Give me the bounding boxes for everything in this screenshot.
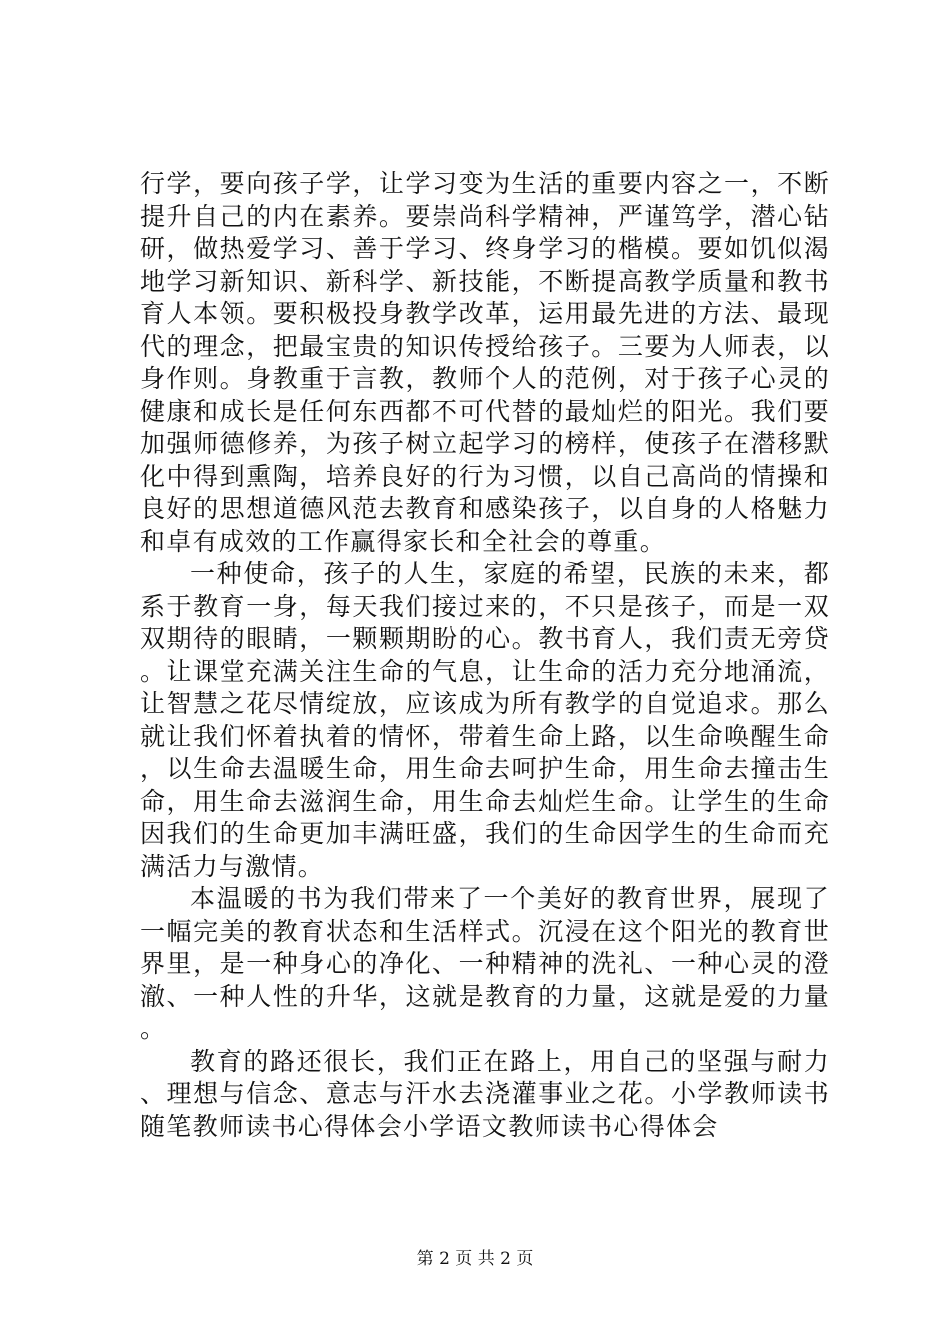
paragraph-mission: 一种使命，孩子的人生，家庭的希望，民族的未来，都系于教育一身，每天我们接过来的，不只是孩子，而是一双双期待的眼睛，一颗颗期盼的心。教书育人，我们责无旁贷。让课堂充满关注生命的气息，让生命的活力充分地涌流，让智慧之花尽情绽放，应该成为所有教学的自觉追求。那么就让我们怀着执着的情怀，带着生命上路，以生命唤醒生命，以生命去温暖生命，用生命去呵护生命，用生命去撞击生命，用生命去滋润生命，用生命去灿烂生命。让学生的生命因我们的生命更加丰满旺盛，我们的生命因学生的生命而充满活力与激情。	[140, 559, 830, 881]
paragraph-continuation: 行学，要向孩子学，让学习变为生活的重要内容之一，不断提升自己的内在素养。要崇尚科学精神，严谨笃学，潜心钻研，做热爱学习、善于学习、终身学习的楷模。要如饥似渴地学习新知识、新科学、新技能，不断提高教学质量和教书育人本领。要积极投身教学改革，运用最先进的方法、最现代的理念，把最宝贵的知识传授给孩子。三要为人师表，以身作则。身教重于言教，教师个人的范例，对于孩子心灵的健康和成长是任何东西都不可代替的最灿烂的阳光。我们要加强师德修养，为孩子树立起学习的榜样，使孩子在潜移默化中得到熏陶，培养良好的行为习惯，以自己高尚的情操和良好的思想道德风范去教育和感染孩子，以自身的人格魅力和卓有成效的工作赢得家长和全社会的尊重。	[140, 169, 830, 556]
paragraph-warm-book: 本温暖的书为我们带来了一个美好的教育世界，展现了一幅完美的教育状态和生活样式。沉浸在这个阳光的教育世界里，是一种身心的净化、一种精神的洗礼、一种心灵的澄澈、一种人性的升华，这就是教育的力量，这就是爱的力量。	[140, 884, 830, 1043]
document-body	[140, 168, 830, 1143]
paragraph-closing: 教育的路还很长，我们正在路上，用自己的坚强与耐力、理想与信念、意志与汗水去浇灌事业之花。小学教师读书随笔教师读书心得体会小学语文教师读书心得体会	[140, 1046, 830, 1141]
page-number-footer: 第 2 页 共 2 页	[416, 1249, 534, 1269]
